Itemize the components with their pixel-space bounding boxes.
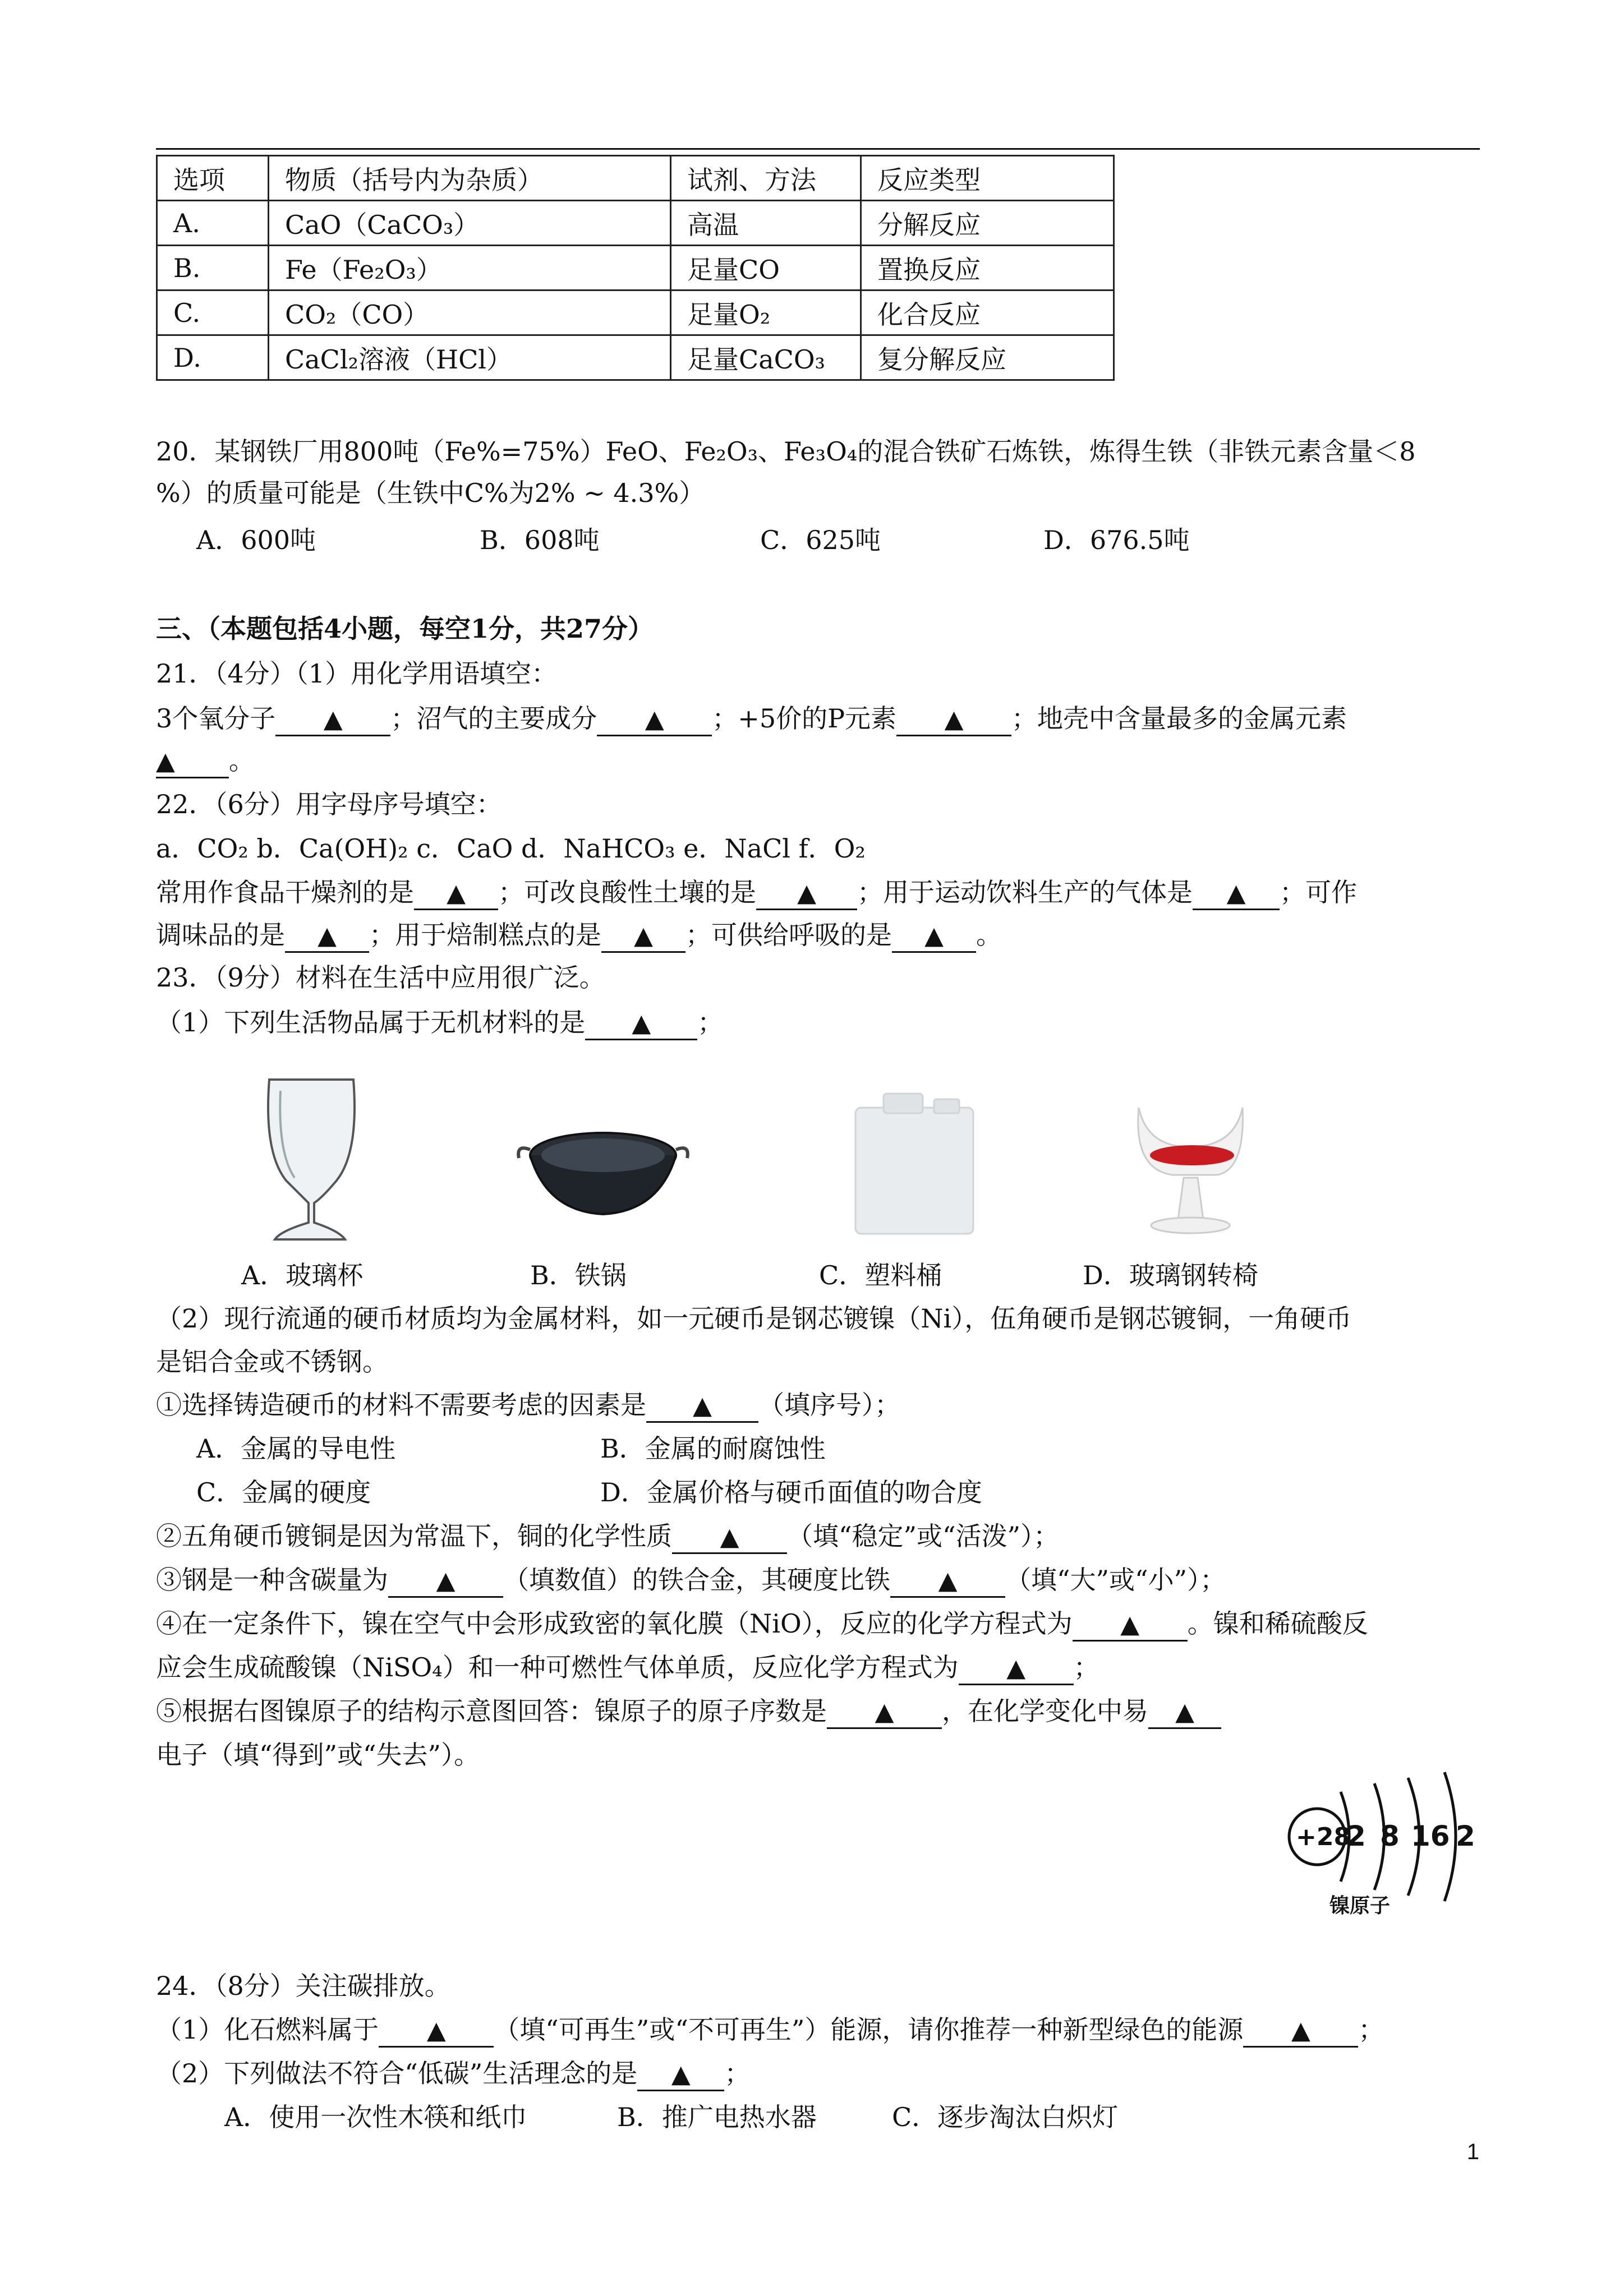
options-table [156, 155, 1115, 381]
answer-blank[interactable] [601, 920, 686, 953]
table-cell: 试剂、方法 [671, 156, 861, 201]
q23-text: （填序号）； [758, 1390, 900, 1420]
triangle-icon: ▲ [634, 921, 653, 950]
answer-blank[interactable] [379, 2014, 494, 2048]
q23-text: ②五角硬币镀铜是因为常温下，铜的化学性质 [156, 1521, 672, 1551]
table-cell: A. [157, 201, 269, 246]
image-label-a: A．玻璃杯 [241, 1260, 364, 1290]
answer-blank[interactable] [597, 703, 712, 736]
image-label-d: D．玻璃钢转椅 [1083, 1260, 1258, 1290]
answer-blank[interactable] [827, 1696, 942, 1729]
q23-text: ③钢是一种含碳量为 [156, 1565, 388, 1595]
q22-text: ；用于焙制糕点的是 [369, 920, 601, 950]
q23-sub2-line1: （2）现行流通的硬币材质均为金属材料，如一元硬币是钢芯镀镍（Ni），伍角硬币是钢芯镀铜，一角硬币 [156, 1303, 1352, 1334]
answer-blank[interactable] [1243, 2014, 1358, 2048]
q23-c2 [156, 1519, 1059, 1554]
triangle-icon: ▲ [1175, 1698, 1194, 1726]
q22-choices: a．CO₂ b．Ca(OH)₂ c．CaO d．NaHCO₃ e．NaCl f．O₂ [156, 833, 866, 864]
q23-text: （1）下列生活物品属于无机材料的是 [156, 1007, 586, 1038]
triangle-icon: ▲ [924, 921, 944, 950]
answer-blank[interactable] [1073, 1608, 1188, 1642]
triangle-icon: ▲ [436, 1566, 456, 1595]
triangle-icon: ▲ [323, 705, 343, 734]
q24-s1 [156, 2012, 1384, 2048]
triangle-icon: ▲ [671, 2060, 691, 2088]
q24-s2 [156, 2056, 750, 2091]
triangle-icon: ▲ [645, 705, 664, 734]
table-cell: 足量CO [671, 246, 861, 291]
q20-line2: %）的质量可能是（生铁中C%为2% ~ 4.3%） [156, 478, 705, 508]
table-cell: 复分解反应 [861, 335, 1114, 380]
q22-text: ；可改良酸性土壤的是 [498, 877, 756, 907]
table-row [157, 201, 1114, 246]
page-number: 1 [1466, 2140, 1479, 2164]
table-cell: 足量O₂ [671, 291, 861, 335]
q20-option-d: D．676.5吨 [1043, 525, 1190, 555]
table-row [157, 246, 1114, 291]
q24-text: （2）下列做法不符合“低碳”生活理念的是 [156, 2058, 638, 2088]
q24-text: （1）化石燃料属于 [156, 2014, 379, 2045]
answer-blank[interactable] [414, 877, 498, 910]
q22-line [156, 875, 1357, 910]
q20-option-b: B．608吨 [480, 525, 600, 555]
image-label-c: C．塑料桶 [819, 1260, 942, 1290]
table-cell: C. [157, 291, 269, 335]
answer-blank[interactable] [959, 1652, 1074, 1685]
answer-blank[interactable] [388, 1565, 503, 1598]
header-rule [156, 148, 1480, 150]
q23-intro: 23．（9分）材料在生活中应用很广泛。 [156, 962, 605, 993]
q23-text: ⑤根据右图镍原子的结构示意图回答：镍原子的原子序数是 [156, 1696, 827, 1726]
triangle-icon: ▲ [447, 879, 466, 907]
triangle-icon: ▲ [875, 1698, 894, 1726]
q23-text: ①选择铸造硬币的材料不需要考虑的因素是 [156, 1390, 646, 1420]
swivel-chair-image [1122, 1085, 1257, 1242]
table-cell: CaO（CaCO₃） [269, 201, 671, 246]
q23-text: ； [1073, 1652, 1099, 1682]
q23-text: ； [697, 1007, 724, 1038]
plastic-bucket-image [850, 1091, 979, 1237]
q20-option-c: C．625吨 [760, 525, 881, 555]
q24-opt-a: A．使用一次性木筷和纸巾 [224, 2102, 527, 2132]
q24-opt-c: C．逐步淘汰白炽灯 [892, 2102, 1119, 2132]
answer-blank[interactable] [892, 920, 976, 953]
q23-c5 [156, 1694, 1221, 1729]
atom-nucleus: +28 [1296, 1823, 1351, 1851]
q24-text: ； [724, 2058, 751, 2088]
q22-text: ；可作 [1280, 877, 1357, 907]
q22-line2 [156, 918, 1002, 953]
q23-sub2-line2: 是铝合金或不锈钢。 [156, 1347, 388, 1377]
triangle-icon: ▲ [1226, 879, 1246, 907]
answer-blank[interactable] [275, 703, 390, 736]
triangle-icon: ▲ [156, 747, 175, 776]
answer-blank[interactable] [672, 1521, 787, 1554]
triangle-icon: ▲ [797, 879, 816, 907]
triangle-icon: ▲ [938, 1566, 958, 1595]
table-cell: Fe（Fe₂O₃） [269, 246, 671, 291]
atom-caption: 镍原子 [1329, 1894, 1391, 1917]
atom-shell-4: 2 [1456, 1820, 1475, 1852]
table-row [157, 291, 1114, 335]
q21-text: 3个氧分子 [156, 703, 276, 734]
q22-text: 常用作食品干燥剂的是 [156, 877, 414, 907]
q21-text: ；地壳中含量最多的金属元素 [1011, 703, 1347, 734]
q23-text: （填“稳定”或“活泼”）； [787, 1521, 1060, 1551]
answer-blank[interactable] [637, 2058, 724, 2091]
q23-sub1 [156, 1005, 723, 1040]
q24-text: ； [1358, 2014, 1384, 2045]
triangle-icon: ▲ [720, 1523, 739, 1551]
table-cell: 置换反应 [861, 246, 1114, 291]
q23-c1-opt-c: C．金属的硬度 [196, 1477, 371, 1507]
q21-line2 [156, 743, 255, 778]
answer-blank[interactable] [285, 920, 369, 953]
answer-blank[interactable] [896, 703, 1011, 736]
q21-text: 。 [229, 745, 255, 776]
triangle-icon: ▲ [632, 1009, 651, 1038]
table-cell: CO₂（CO） [269, 291, 671, 335]
q23-text: ④在一定条件下，镍在空气中会形成致密的氧化膜（NiO），反应的化学方程式为 [156, 1608, 1073, 1639]
triangle-icon: ▲ [1291, 2016, 1310, 2045]
atom-shell-1: 2 [1346, 1820, 1366, 1852]
answer-blank[interactable] [756, 877, 857, 910]
triangle-icon: ▲ [1006, 1654, 1026, 1682]
q23-c4-line2 [156, 1650, 1099, 1685]
answer-blank[interactable] [156, 745, 229, 778]
table-cell: 高温 [671, 201, 861, 246]
q23-c1-opt-b: B．金属的耐腐蚀性 [600, 1433, 826, 1464]
section-heading: 三、（本题包括4小题，每空1分，共27分） [156, 614, 654, 644]
q22-text: ；可供给呼吸的是 [686, 920, 892, 950]
q21-text: ；+5价的P元素 [712, 703, 897, 734]
q23-text: 应会生成硫酸镍（NiSO₄）和一种可燃性气体单质，反应化学方程式为 [156, 1652, 959, 1682]
triangle-icon: ▲ [318, 921, 337, 950]
q23-c5-line2: 电子（填“得到”或“失去”）。 [156, 1740, 480, 1770]
q21-line [156, 701, 1347, 736]
q23-c1-opt-d: D．金属价格与硬币面值的吻合度 [600, 1477, 982, 1507]
q23-text: （填“大”或“小”）； [1005, 1565, 1226, 1595]
q23-c4 [156, 1606, 1368, 1642]
atom-shell-2: 8 [1380, 1820, 1400, 1852]
table-cell: 反应类型 [861, 156, 1114, 201]
wok-image [513, 1110, 693, 1228]
answer-blank[interactable] [1148, 1696, 1221, 1729]
q22-text: 调味品的是 [156, 920, 285, 950]
triangle-icon: ▲ [693, 1391, 712, 1420]
answer-blank[interactable] [585, 1007, 697, 1040]
table-cell: D. [157, 335, 269, 380]
table-cell: 足量CaCO₃ [671, 335, 861, 380]
q21-intro: 21．（4分）（1）用化学用语填空： [156, 658, 558, 689]
table-cell: 物质（括号内为杂质） [269, 156, 671, 201]
q22-text: ；用于运动饮料生产的气体是 [857, 877, 1193, 907]
wine-glass-image [247, 1068, 376, 1248]
triangle-icon: ▲ [944, 705, 964, 734]
q24-intro: 24．（8分）关注碳排放。 [156, 1971, 450, 2001]
q21-text: ；沼气的主要成分 [390, 703, 597, 734]
q23-text: 。镍和稀硫酸反 [1187, 1608, 1368, 1639]
table-header-row [157, 156, 1114, 201]
q24-text: （填“可再生”或“不可再生”）能源，请你推荐一种新型绿色的能源 [494, 2014, 1244, 2045]
q23-c3 [156, 1562, 1226, 1598]
image-label-b: B．铁锅 [530, 1260, 627, 1290]
q23-text: ，在化学变化中易 [942, 1696, 1148, 1726]
q22-intro: 22．（6分）用字母序号填空： [156, 789, 502, 819]
atom-shell-3: 16 [1411, 1820, 1450, 1852]
table-cell: B. [157, 246, 269, 291]
q20-line1: 20．某钢铁厂用800吨（Fe%=75%）FeO、Fe₂O₃、Fe₃O₄的混合铁矿石炼铁，炼得生铁（非铁元素含量＜8 [156, 436, 1416, 467]
table-cell: 选项 [157, 156, 269, 201]
table-cell: 分解反应 [861, 201, 1114, 246]
q20-option-a: A．600吨 [196, 525, 316, 555]
table-cell: 化合反应 [861, 291, 1114, 335]
q23-c1-opt-a: A．金属的导电性 [196, 1433, 396, 1464]
table-cell: CaCl₂溶液（HCl） [269, 335, 671, 380]
q24-opt-b: B．推广电热水器 [617, 2102, 817, 2132]
q23-c1 [156, 1387, 900, 1423]
answer-blank[interactable] [646, 1390, 758, 1423]
q22-text: 。 [976, 920, 1002, 950]
nickel-atom-diagram [1273, 1767, 1509, 1924]
triangle-icon: ▲ [1120, 1610, 1140, 1639]
answer-blank[interactable] [1193, 877, 1280, 910]
table-row [157, 335, 1114, 380]
answer-blank[interactable] [890, 1565, 1005, 1598]
triangle-icon: ▲ [426, 2016, 446, 2045]
q23-text: （填数值）的铁合金，其硬度比铁 [503, 1565, 890, 1595]
